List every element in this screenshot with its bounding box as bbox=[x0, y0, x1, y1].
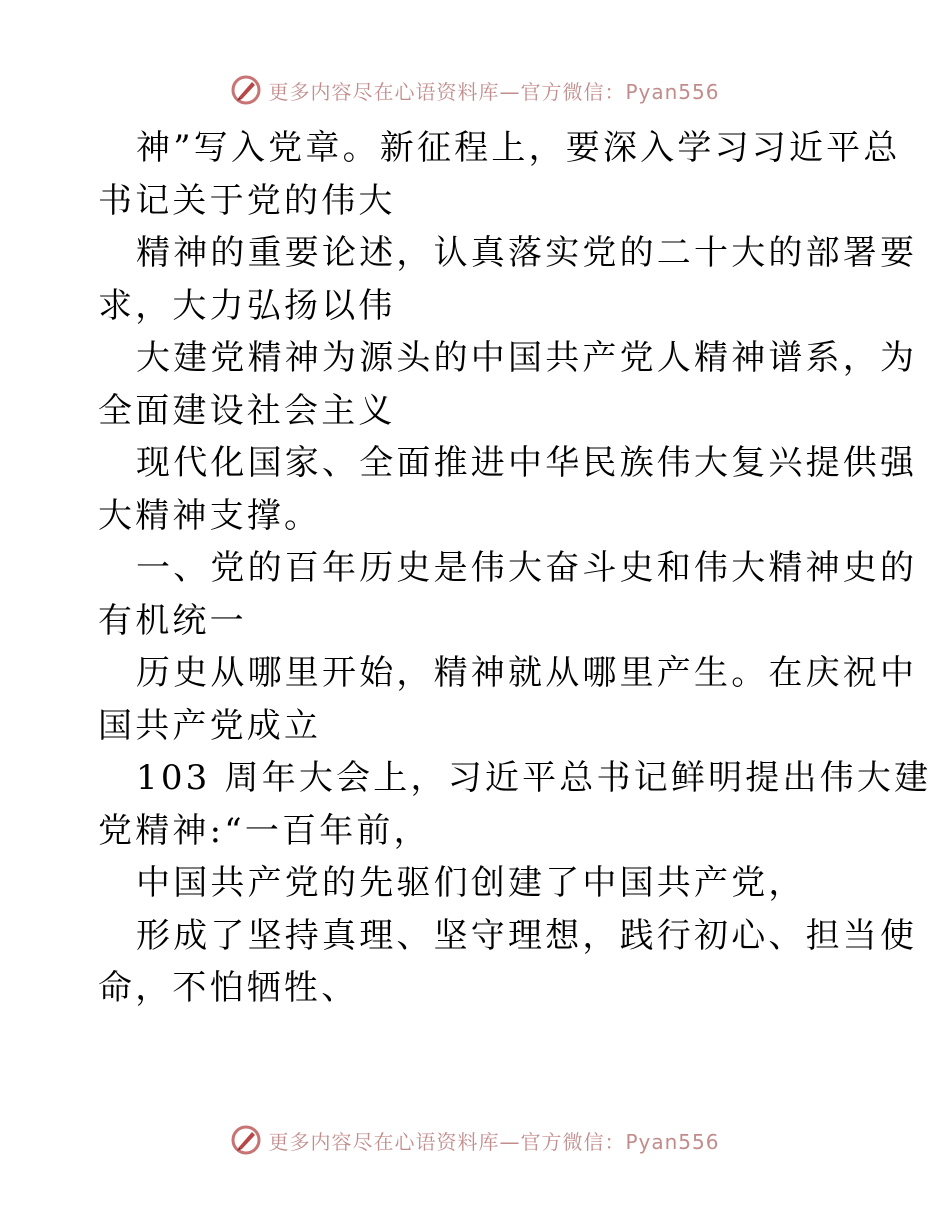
document-body bbox=[98, 122, 932, 1015]
footer-watermark bbox=[0, 1120, 950, 1160]
text-line: 现代化国家、全面推进中华民族伟大复兴提供强 bbox=[136, 443, 918, 483]
watermark-text: 更多内容尽在心语资料库—官方微信：Pyan556 bbox=[268, 79, 720, 104]
text-line: 中国共产党的先驱们创建了中国共产党， bbox=[136, 863, 806, 903]
text-line: 大精神支撑。 bbox=[98, 495, 322, 536]
text-line: 神”写入党章。新征程上，要深入学习习近平总 bbox=[136, 128, 901, 168]
text-line: 精神的重要论述，认真落实党的二十大的部署要 bbox=[136, 233, 918, 273]
text-line: 全面建设社会主义 bbox=[98, 390, 396, 431]
text-line: 党精神:“一百年前， bbox=[98, 810, 431, 851]
quill-logo-icon bbox=[230, 1124, 262, 1156]
text-line: 历史从哪里开始，精神就从哪里产生。在庆祝中 bbox=[136, 653, 918, 693]
watermark-text: 更多内容尽在心语资料库—官方微信：Pyan556 bbox=[268, 1129, 720, 1154]
quill-logo-icon bbox=[230, 74, 262, 106]
text-line: 书记关于党的伟大 bbox=[98, 180, 396, 221]
header-watermark bbox=[0, 70, 950, 110]
text-line: 国共产党成立 bbox=[98, 705, 322, 746]
text-line: 求，大力弘扬以伟 bbox=[98, 285, 396, 326]
text-line: 命，不怕牺牲、 bbox=[98, 968, 359, 1008]
text-line: 一、党的百年历史是伟大奋斗史和伟大精神史的 bbox=[136, 548, 918, 588]
text-line: 103 周年大会上，习近平总书记鲜明提出伟大建 bbox=[136, 758, 932, 798]
text-line: 有机统一 bbox=[98, 600, 247, 641]
text-line: 大建党精神为源头的中国共产党人精神谱系，为 bbox=[136, 338, 918, 378]
text-line: 形成了坚持真理、坚守理想，践行初心、担当使 bbox=[136, 915, 918, 956]
